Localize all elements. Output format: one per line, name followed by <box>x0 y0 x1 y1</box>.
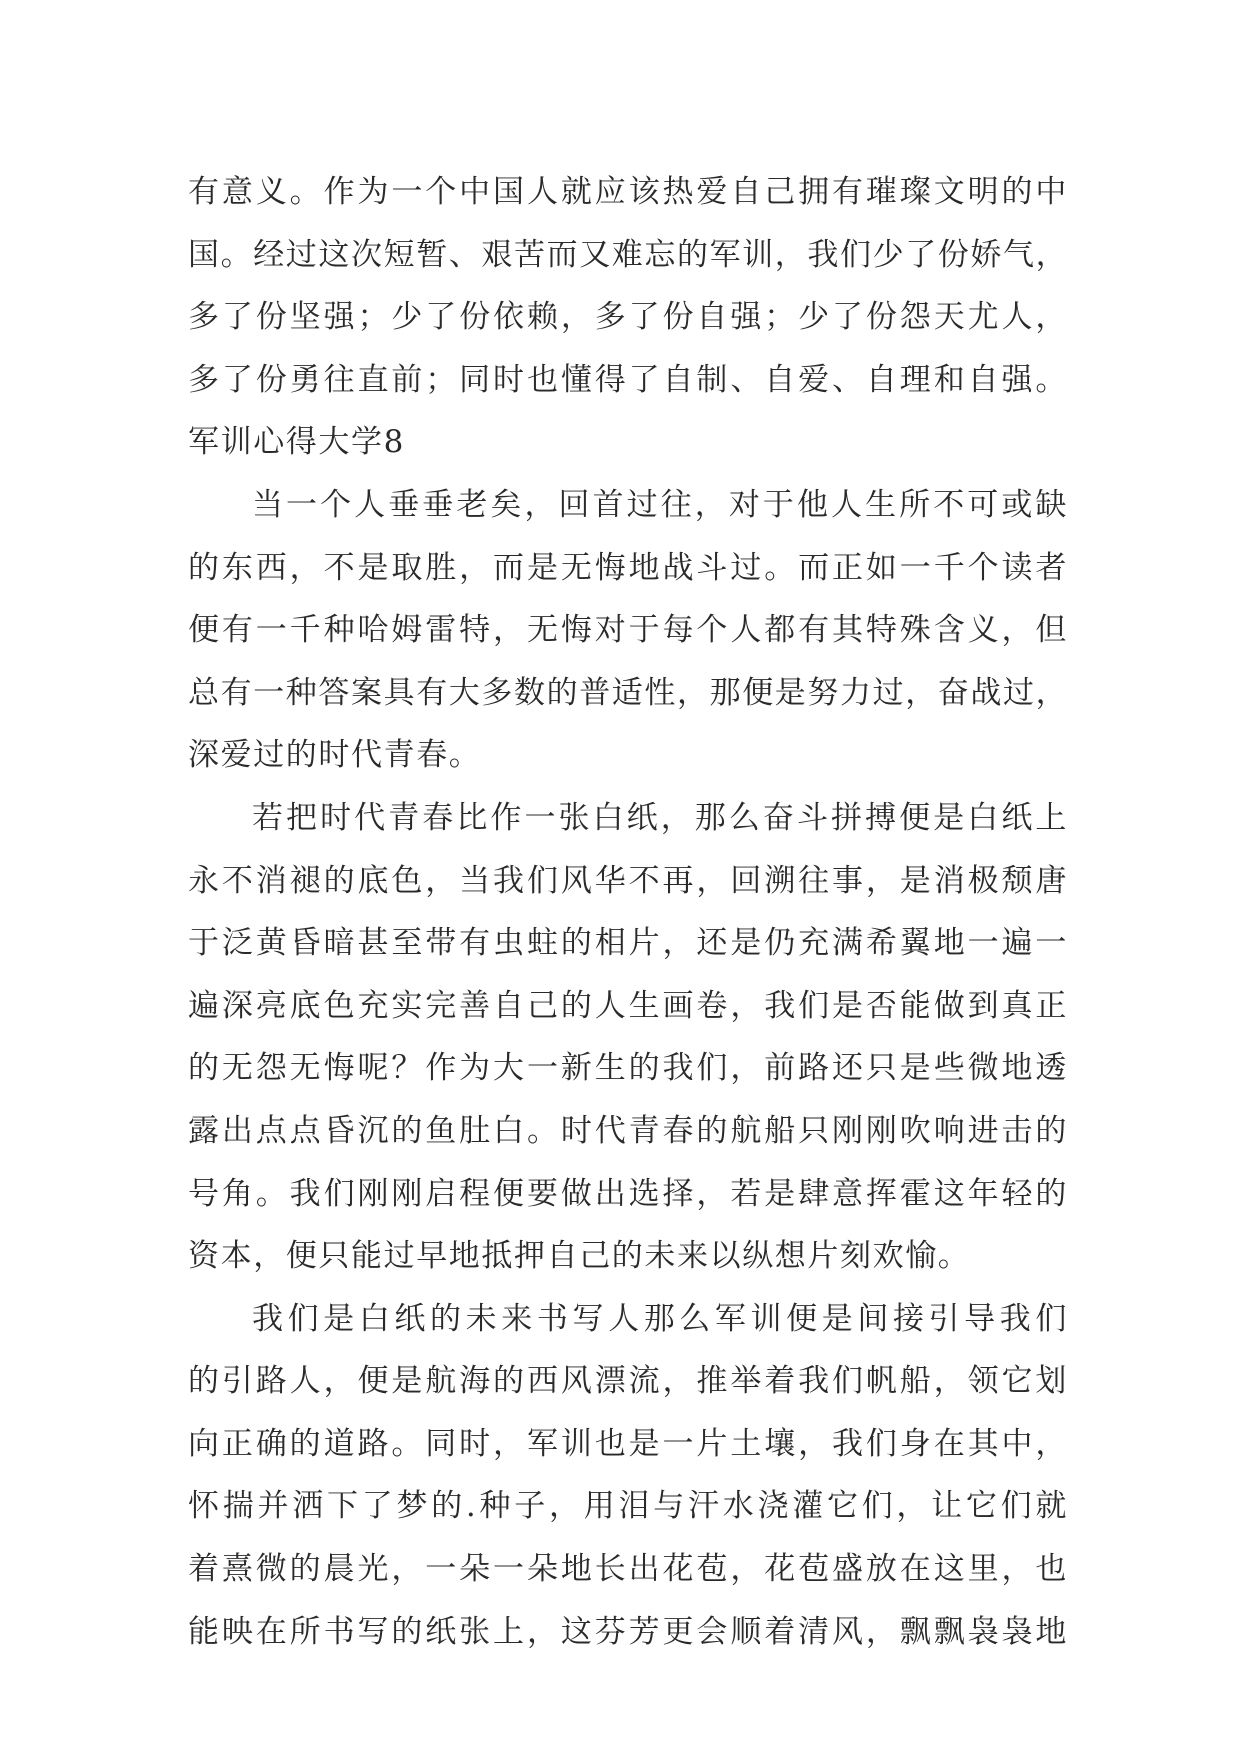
text-line: 多了份勇往直前；同时也懂得了自制、自爱、自理和自强。 <box>188 361 1068 398</box>
paragraph-1-line: 深爱过的时代青春。 <box>188 737 482 774</box>
paragraph-3-line: 我们是白纸的未来书写人那么军训便是间接引导我们 <box>252 1300 1068 1337</box>
text-line: 有意义。作为一个中国人就应该热爱自己拥有璀璨文明的中 <box>188 174 1068 210</box>
paragraph-2-line: 永不消褪的底色，当我们风华不再，回溯往事，是消极颓唐 <box>188 862 1068 899</box>
paragraph-1-line: 便有一千种哈姆雷特，无悔对于每个人都有其特殊含义，但 <box>188 612 1068 649</box>
paragraph-2-line: 若把时代青春比作一张白纸，那么奋斗拼搏便是白纸上 <box>252 799 1068 836</box>
section-title: 军训心得大学8 <box>188 424 405 461</box>
paragraph-2-line: 号角。我们刚刚启程便要做出选择，若是肆意挥霍这年轻的 <box>188 1175 1068 1212</box>
paragraph-3-line: 的引路人，便是航海的西风漂流，推举着我们帆船，领它划 <box>188 1363 1068 1400</box>
paragraph-3-line: 向正确的道路。同时，军训也是一片土壤，我们身在其中， <box>188 1425 1068 1462</box>
text-line: 国。经过这次短暂、艰苦而又难忘的军训，我们少了份娇气， <box>188 236 1069 273</box>
document-body <box>188 161 1068 1663</box>
paragraph-1-line: 总有一种答案具有大多数的普适性，那便是努力过，奋战过， <box>188 674 1069 711</box>
paragraph-1-line: 的东西，不是取胜，而是无悔地战斗过。而正如一千个读者 <box>188 549 1068 586</box>
paragraph-2-line: 露出点点昏沉的鱼肚白。时代青春的航船只刚刚吹响进击的 <box>188 1112 1068 1149</box>
text-line: 多了份坚强；少了份依赖，多了份自强；少了份怨天尤人， <box>188 299 1068 336</box>
paragraph-2-line: 资本，便只能过早地抵押自己的未来以纵想片刻欢愉。 <box>188 1238 971 1275</box>
paragraph-2-line: 的无怨无悔呢？作为大一新生的我们，前路还只是些微地透 <box>188 1050 1068 1087</box>
paragraph-2-line: 遍深亮底色充实完善自己的人生画卷，我们是否能做到真正 <box>188 987 1068 1024</box>
paragraph-2-line: 于泛黄昏暗甚至带有虫蛀的相片，还是仍充满希翼地一遍一 <box>188 925 1068 962</box>
paragraph-1-line: 当一个人垂垂老矣，回首过往，对于他人生所不可或缺 <box>252 486 1068 523</box>
paragraph-3-line: 怀揣并洒下了梦的.种子，用泪与汗水浇灌它们，让它们就 <box>188 1488 1068 1525</box>
paragraph-3-line: 能映在所书写的纸张上，这芬芳更会顺着清风，飘飘袅袅地 <box>188 1613 1068 1650</box>
paragraph-3-line: 着熹微的晨光，一朵一朵地长出花苞，花苞盛放在这里，也 <box>188 1551 1068 1588</box>
